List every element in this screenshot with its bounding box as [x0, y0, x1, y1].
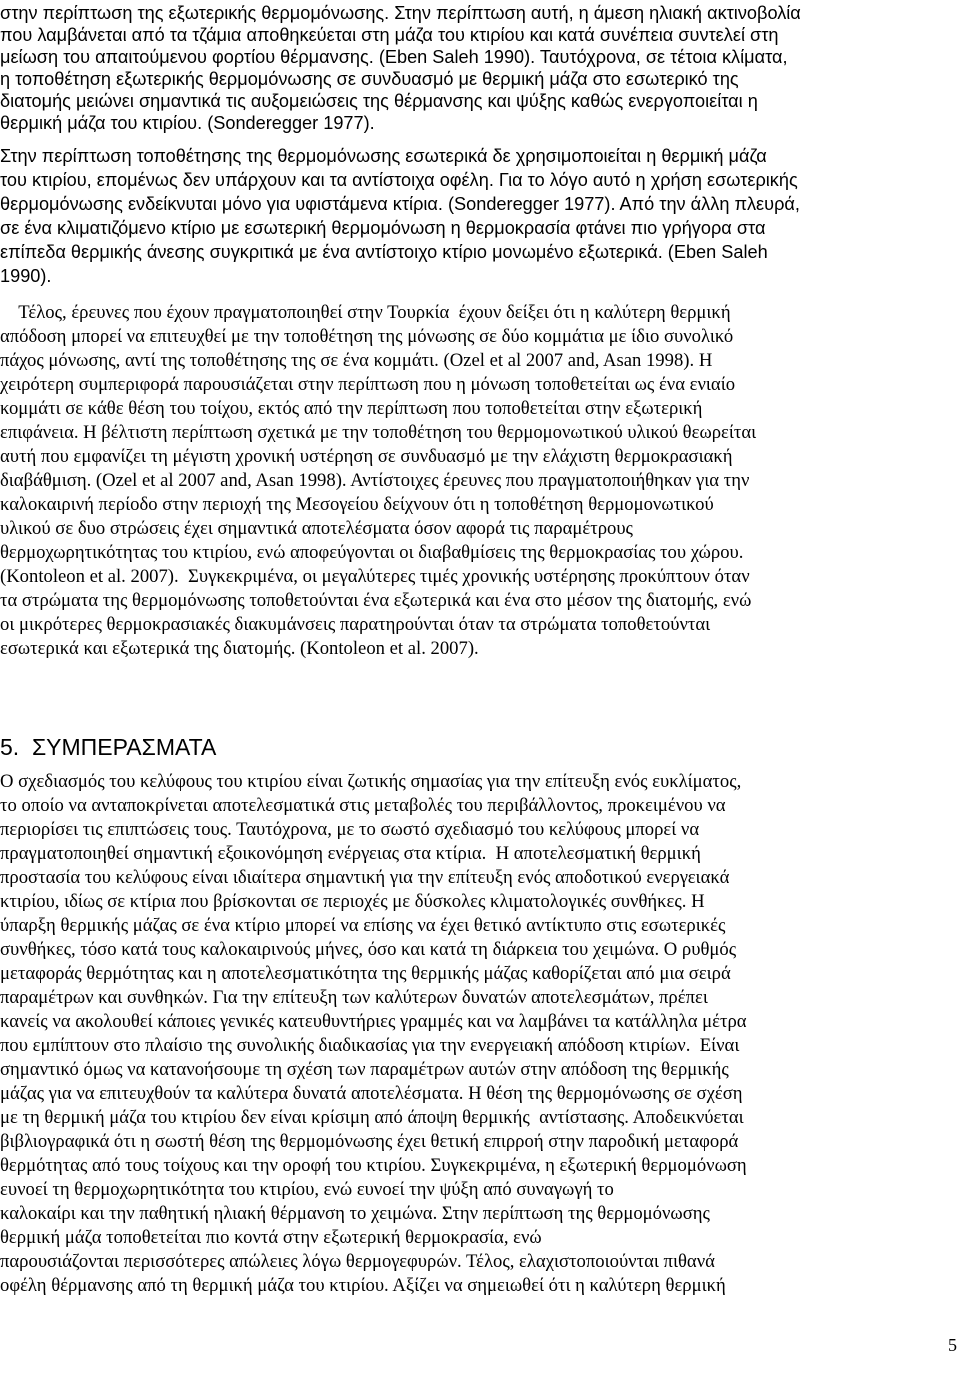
- text-line: προστασία του κελύφους είναι ιδιαίτερα σημαντική για την επίτευξη ενός αποδοτικού ενεργειακά: [0, 867, 730, 888]
- text-line: 1990).: [0, 266, 52, 286]
- text-line: Ο σχεδιασμός του κελύφους του κτιρίου είναι ζωτικής σημασίας για την επίτευξη ενός ευκλίματος,: [0, 771, 742, 792]
- text-line: οι μικρότερες θερμοκρασιακές διακυμάνσεις παρατηρούνται όταν τα στρώματα τοποθετούνται: [0, 614, 711, 635]
- text-line: (Kontoleon et al. 2007). Συγκεκριμένα, οι μεγαλύτερες τιμές χρονικής υστέρησης προκύπτουν όταν: [0, 566, 750, 587]
- text-line: θερμική μάζα τοποθετείται πιο κοντά στην εξωτερική θερμοκρασία, ενώ: [0, 1227, 542, 1248]
- text-line: του κτιρίου, επομένως δεν υπάρχουν και τα αντίστοιχα οφέλη. Για το λόγο αυτό η χρήση εσωτερικής: [0, 170, 798, 190]
- text-line: κομμάτι σε κάθε θέση του τοίχου, εκτός από την περίπτωση που τοποθετείται στην εξωτερική: [0, 398, 703, 419]
- text-line: οφέλη θέρμανσης από τη θερμική μάζα του κτιρίου. Αξίζει να σημειωθεί ότι η καλύτερη θερμική: [0, 1275, 726, 1296]
- text-line: μάζας για να επιτευχθούν τα καλύτερα δυνατά αποτελέσματα. Η θέση της θερμομόνωσης σε σχέση: [0, 1083, 743, 1104]
- text-line: επίπεδα θερμικής άνεσης συγκριτικά με ένα αντίστοιχο κτίριο μονωμένο εξωτερικά. (Eben Saleh: [0, 242, 768, 262]
- page-number: 5: [948, 1335, 957, 1355]
- text-line: παρουσιάζονται περισσότερες απώλειες λόγω θερμογεφυρών. Τέλος, ελαχιστοποιούνται πιθανά: [0, 1251, 715, 1272]
- text-line: που εμπίπτουν στο πλαίσιο της συνολικής διαδικασίας για την ενεργειακή απόδοση κτιρίων. Είναι: [0, 1035, 740, 1056]
- text-line: πάχος μόνωσης, αντί της τοποθέτησης της σε ένα κομμάτι. (Ozel et al 2007 and, Asan 1998). Η: [0, 350, 713, 371]
- text-line: διατομής μειώνει σημαντικά τις αυξομειώσεις της θέρμανσης και ψύξης καθώς ενεργοποιείται η: [0, 91, 758, 111]
- text-line: καλοκαίρι και την παθητική ηλιακή θέρμανση το χειμώνα. Στην περίπτωση της θερμομόνωσης: [0, 1203, 710, 1224]
- text-line: Τέλος, έρευνες που έχουν πραγματοποιηθεί στην Τουρκία έχουν δείξει ότι η καλύτερη θερμική: [0, 302, 731, 323]
- text-line: μείωση του απαιτούμενου φορτίου θέρμανσης. (Eben Saleh 1990). Ταυτόχρονα, σε τέτοια κλίματα,: [0, 47, 788, 67]
- text-line: πραγματοποιηθεί σημαντική εξοικονόμηση ενέργειας στα κτίρια. Η αποτελεσματική θερμική: [0, 843, 701, 864]
- text-line: παραμέτρων και συνθηκών. Για την επίτευξη των καλύτερων δυνατών αποτελεσμάτων, πρέπει: [0, 987, 708, 1008]
- text-line: σε ένα κλιματιζόμενο κτίριο με εσωτερική θερμομόνωση η θερμοκρασία φτάνει πιο γρήγορα στα: [0, 218, 766, 238]
- text-line: αυτή που εμφανίζει τη μέγιστη χρονική υστέρηση σε συνδυασμό με την ελάχιστη θερμοκρασιακή: [0, 446, 733, 467]
- text-line: διαβάθμιση. (Ozel et al 2007 and, Asan 1998). Αντίστοιχες έρευνες που πραγματοποιήθηκαν για την: [0, 470, 750, 491]
- text-line: Στην περίπτωση τοποθέτησης της θερμομόνωσης εσωτερικά δε χρησιμοποιείται η θερμική μάζα: [0, 146, 767, 166]
- text-line: ύπαρξη θερμικής μάζας σε ένα κτίριο μπορεί να επίσης να έχει θετικό αντίκτυπο στις εσωτερικές: [0, 915, 726, 936]
- text-line: υλικού σε δυο στρώσεις έχει σημαντικά αποτελέσματα όσον αφορά τις παραμέτρους: [0, 518, 633, 539]
- text-line: περιορίσει τις επιπτώσεις τους. Ταυτόχρονα, με το σωστό σχεδιασμό του κελύφους μπορεί να: [0, 819, 700, 840]
- text-line: ευνοεί τη θερμοχωρητικότητα του κτιρίου, ενώ ευνοεί την ψύξη από συναγωγή το: [0, 1179, 614, 1200]
- text-line: τα στρώματα της θερμομόνωσης τοποθετούνται ένα εξωτερικά και ένα στο μέσον της διατομής, ενώ: [0, 590, 752, 611]
- section-heading-conclusions: 5. ΣΥΜΠΕΡΑΣΜΑΤΑ: [0, 734, 217, 760]
- text-line: επιφάνεια. Η βέλτιστη περίπτωση σχετικά με την τοποθέτηση του θερμομονωτικού υλικού θεωρείται: [0, 422, 757, 443]
- text-line: συνθήκες, τόσο κατά τους καλοκαιρινούς μήνες, όσο και κατά τη διάρκεια του χειμώνα. Ο ρυθμός: [0, 939, 737, 960]
- text-line: θερμομόνωσης ενδείκνυται μόνο για υφιστάμενα κτίρια. (Sonderegger 1977). Από την άλλη πλευρά,: [0, 194, 800, 214]
- text-line: η τοποθέτηση εξωτερικής θερμομόνωσης σε συνδυασμό με θερμική μάζα στο εσωτερικό της: [0, 69, 739, 89]
- text-line: θερμική μάζα του κτιρίου. (Sonderegger 1977).: [0, 113, 375, 133]
- text-line: το οποίο να ανταποκρίνεται αποτελεσματικά στις μεταβολές του περιβάλλοντος, προκειμένου να: [0, 795, 726, 816]
- text-line: χειρότερη συμπεριφορά παρουσιάζεται στην περίπτωση που η μόνωση τοποθετείται ως ένα ενιαίο: [0, 374, 736, 395]
- text-line: που λαμβάνεται από τα τζάμια αποθηκεύεται στη μάζα του κτιρίου και κατά συνέπεια συντελεί στη: [0, 25, 779, 45]
- text-line: εσωτερικά και εξωτερικά της διατομής. (Kontoleon et al. 2007).: [0, 638, 479, 659]
- text-line: απόδοση μπορεί να επιτευχθεί με την τοποθέτηση της μόνωσης σε δύο κομμάτια με ίδιο συνολικό: [0, 326, 734, 347]
- text-line: καλοκαιρινή περίοδο στην περιοχή της Μεσογείου δείχνουν ότι η τοποθέτηση θερμομονωτικού: [0, 494, 714, 515]
- text-line: κτιρίου, ιδίως σε κτίρια που βρίσκονται σε περιοχές με δύσκολες κλιματολογικές συνθήκες. Η: [0, 891, 705, 912]
- text-line: βιβλιογραφικά ότι η σωστή θέση της θερμομόνωσης έχει θετική επιρροή στην παροδική μεταφορά: [0, 1131, 739, 1152]
- text-line: μεταφοράς θερμότητας και η αποτελεσματικότητα της θερμικής μάζας καθορίζεται από μια σειρά: [0, 963, 731, 984]
- text-line: κανείς να ακολουθεί κάποιες γενικές κατευθυντήριες γραμμές και να λαμβάνει τα κατάλληλα μέτρα: [0, 1011, 747, 1032]
- text-line: σημαντικό όμως να κατανοήσουμε τη σχέση των παραμέτρων αυτών στην απόδοση της θερμικής: [0, 1059, 729, 1080]
- text-line: θερμότητας από τους τοίχους και την οροφή του κτιρίου. Συγκεκριμένα, η εξωτερική θερμομόνωση: [0, 1155, 747, 1176]
- text-line: στην περίπτωση της εξωτερικής θερμομόνωσης. Στην περίπτωση αυτή, η άμεση ηλιακή ακτινοβολία: [0, 3, 801, 23]
- text-line: με τη θερμική μάζα του κτιρίου δεν είναι κρίσιμη από άποψη θερμικής αντίστασης. Αποδεικνύεται: [0, 1107, 744, 1128]
- text-line: θερμοχωρητικότητας του κτιρίου, ενώ αποφεύγονται οι διαβαθμίσεις της θερμοκρασίας του χώρου.: [0, 542, 744, 563]
